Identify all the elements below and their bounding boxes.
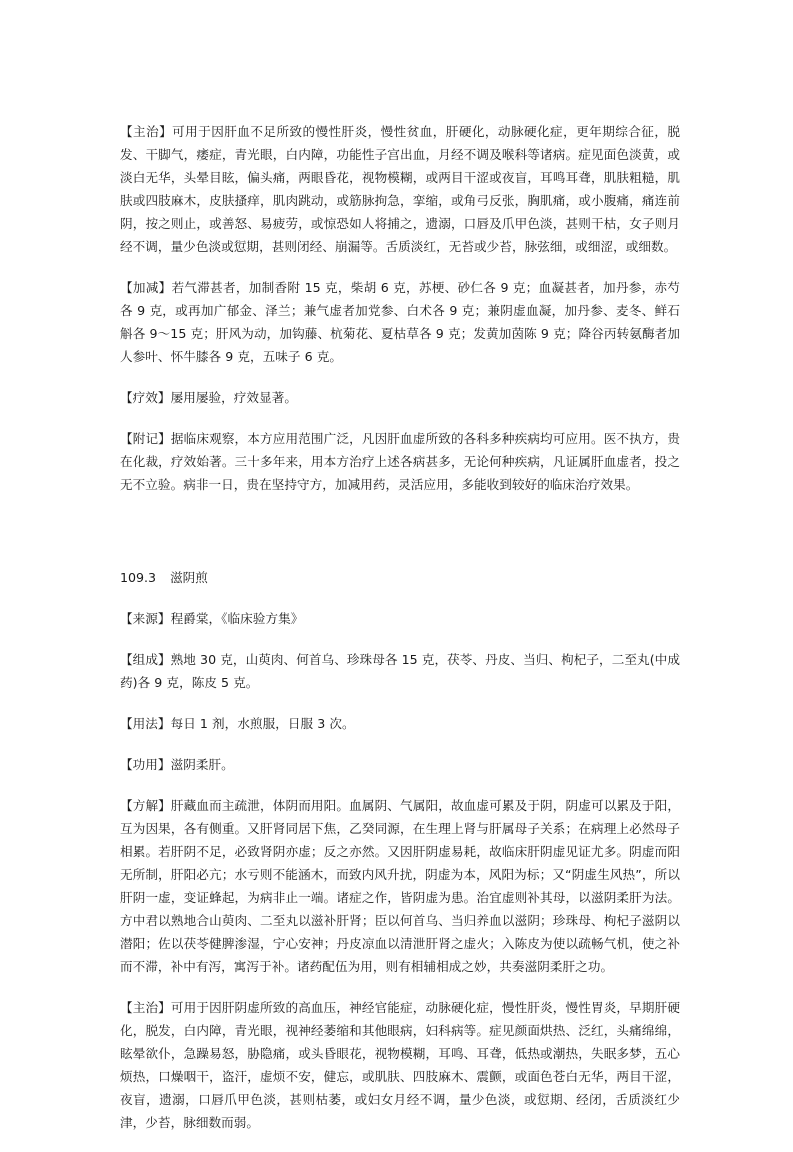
paragraph-main-indications-2: 【主治】可用于因肝阴虚所致的高血压，神经官能症，动脉硬化症，慢性肝炎，慢性胃炎，早期肝硬化，脱发，白内障，青光眼，视神经萎缩和其他眼病，妇科病等。症见颜面烘热、泛红，头痛绵绵，眩晕欲仆，急躁易怒，胁隐痛，或头昏眼花，视物模糊，耳鸣、耳聋，低热或潮热，失眠多梦，五心烦热，口燥咽干，盗汗，虚烦不安，健忘，或肌肤、四肢麻木、震颤，或面色苍白无华，两目干涩，夜盲，遗溺，口唇爪甲色淡，甚则枯萎，或妇女月经不调，量少色淡，或愆期、经闭，舌质淡红少津，少苔，脉细数而弱。 [120, 1000, 680, 1130]
paragraph-formula-explanation: 【方解】肝藏血而主疏泄，体阴而用阳。血属阴、气属阳，故血虚可累及于阴，阴虚可以累及于阳，互为因果，各有侧重。又肝肾同居下焦，乙癸同源，在生理上肾与肝属母子关系；在病理上必然母子相累。若肝阴不足，必致肾阴亦虚；反之亦然。又因肝阴虚易耗，故临床肝阴虚见证尤多。阴虚而阳无所制，肝阳必亢；水亏则不能涵木，而致内风升扰，阴虚为本，风阳为标；又“阴虚生风热”，所以肝阴一虚，变证蜂起，为病非止一端。诸症之作，皆阴虚为患。治宜虚则补其母，以滋阴柔肝为法。方中君以熟地合山萸肉、二至丸以滋补肝肾；臣以何首乌、当归养血以滋阴；珍珠母、枸杞子滋阴以潜阳；佐以茯苓健脾渗湿，宁心安神；丹皮凉血以清泄肝肾之虚火；入陈皮为使以疏畅气机，使之补而不滞，补中有泻，寓泻于补。诸药配伍为用，则有相辅相成之妙，共奏滋阴柔肝之功。 [120, 798, 680, 974]
paragraph-main-indications: 【主治】可用于因肝血不足所致的慢性肝炎，慢性贫血，肝硬化，动脉硬化症，更年期综合征，脱发、干脚气，痿症，青光眼，白内障，功能性子宫出血，月经不调及喉科等诸病。症见面色淡黄，或淡白无华，头晕目眩，偏头痛，两眼昏花，视物模糊，或两目干涩或夜盲，耳鸣耳聋，肌肤粗糙，肌肤或四肢麻木，皮肤搔痒，肌肉跳动，或筋脉拘急，挛缩，或角弓反张，胸肌痛，或小腹痛，痛连前阴，按之则止，或善怒、易疲劳，或惊恐如人将捕之，遗溺，口唇及爪甲色淡，甚则干枯，女子则月经不调，量少色淡或愆期，甚则闭经、崩漏等。舌质淡红，无苔或少苔，脉弦细，或细涩，或细数。 [120, 124, 680, 254]
document-page [120, 120, 680, 1152]
paragraph-notes: 【附记】据临床观察，本方应用范围广泛，凡因肝血虚所致的各科多种疾病均可应用。医不执方，贵在化裁，疗效始著。三十多年来，用本方治疗上述各病甚多，无论何种疾病，凡证属肝血虚者，投之无不立验。病非一日，贵在坚持守方，加减用药，灵活应用，多能收到较好的临床治疗效果。 [120, 431, 680, 492]
paragraph-usage: 【用法】每日 1 剂，水煎服，日服 3 次。 [120, 716, 355, 731]
paragraph-function: 【功用】滋阴柔肝。 [120, 757, 234, 772]
paragraph-efficacy: 【疗效】屡用屡验，疗效显著。 [120, 390, 298, 405]
paragraph-composition: 【组成】熟地 30 克，山萸肉、何首乌、珍珠母各 15 克，茯苓、丹皮、当归、枸杞子，二至丸(中成药)各 9 克，陈皮 5 克。 [120, 652, 680, 690]
section-spacer [120, 514, 680, 566]
section-number: 109.3 [120, 570, 157, 585]
paragraph-source: 【来源】程爵棠，《临床验方集》 [120, 611, 304, 626]
section-title: 滋阴煎 [170, 570, 208, 585]
paragraph-modifications: 【加减】若气滞甚者，加制香附 15 克，柴胡 6 克，苏梗、砂仁各 9 克；血凝甚者，加丹参，赤芍各 9 克，或再加广郁金、泽兰；兼气虚者加党参、白术各 9 克；兼阴虚血凝，加丹参、麦冬、鲜石斛各 9～15 克；肝风为动，加钩藤、杭菊花、夏枯草各 9 克；发黄加茵陈 9 克；降谷丙转氨酶者加人参叶、怀牛膝各 9 克，五味子 6 克。 [120, 280, 680, 364]
section-heading [120, 566, 680, 589]
